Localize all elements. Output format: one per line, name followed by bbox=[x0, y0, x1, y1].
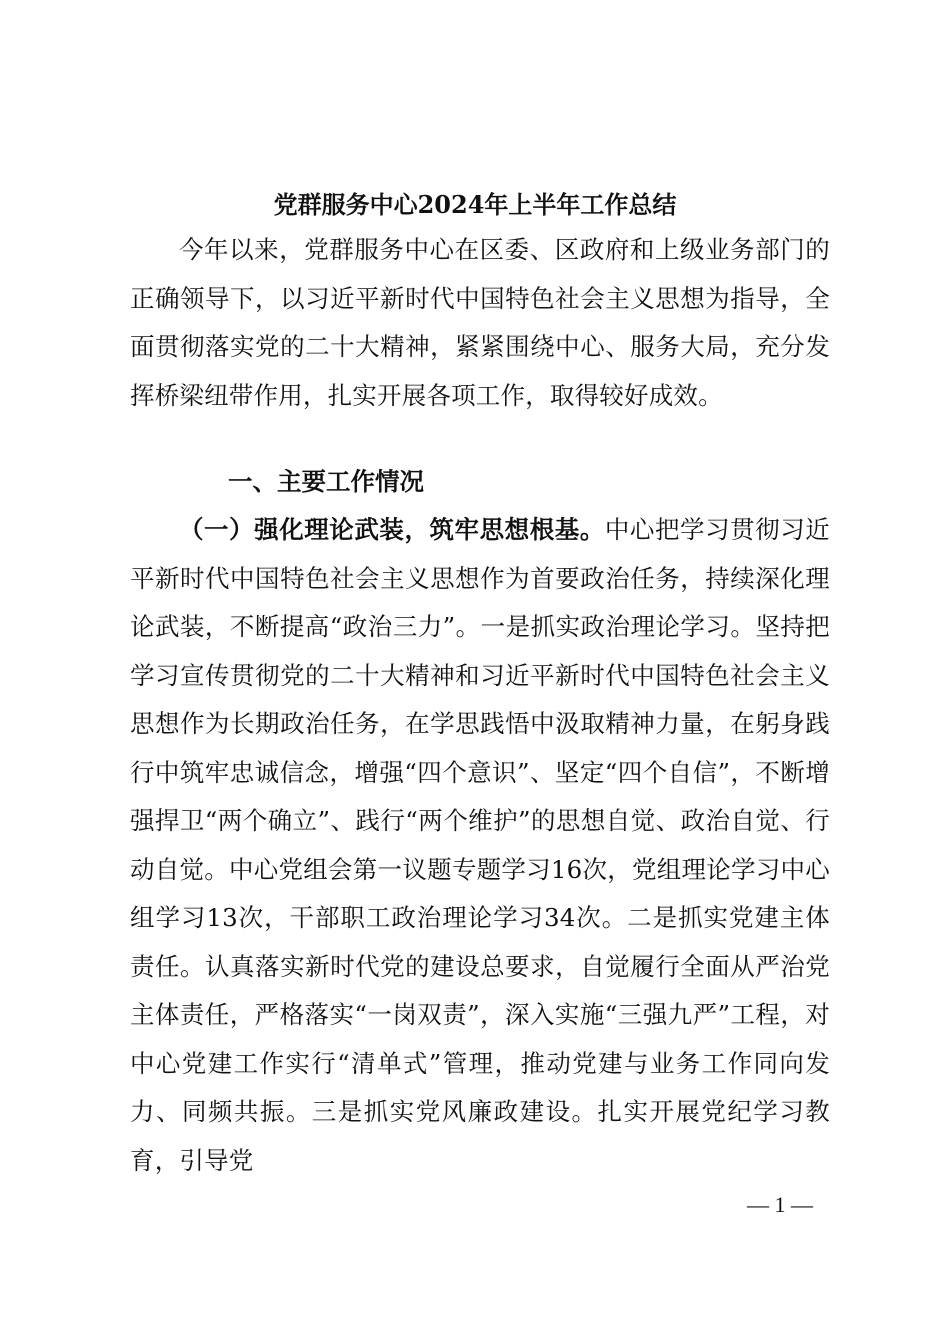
page-number: — 1 — bbox=[747, 1192, 813, 1217]
intro-paragraph: 今年以来，党群服务中心在区委、区政府和上级业务部门的正确领导下，以习近平新时代中国特色社会主义思想为指导，全面贯彻落实党的二十大精神，紧紧围绕中心、服务大局，充分发挥桥梁纽带作用，扎实开展各项工作，取得较好成效。 bbox=[130, 235, 830, 410]
subsection-paragraph bbox=[130, 506, 830, 1185]
subsection-lead: （一）强化理论武装，筑牢思想根基。 bbox=[179, 515, 605, 544]
subsection-body: 中心把学习贯彻习近平新时代中国特色社会主义思想作为首要政治任务，持续深化理论武装，不断提高“政治三力”。一是抓实政治理论学习。坚持把学习宣传贯彻党的二十大精神和习近平新时代中国特色社会主义思想作为长期政治任务，在学思践悟中汲取精神力量，在躬身践行中筑牢忠诚信念，增强“四个意识”、坚定“四个自信”，不断增强捍卫“两个确立”、践行“两个维护”的思想自觉、政治自觉、行动自觉。中心党组会第一议题专题学习16次，党组理论学习中心组学习13次，干部职工政治理论学习34次。二是抓实党建主体责任。认真落实新时代党的建设总要求，自觉履行全面从严治党主体责任，严格落实“一岗双责”，深入实施“三强九严”工程，对中心党建工作实行“清单式”管理，推动党建与业务工作同向发力、同频共振。三是抓实党风廉政建设。扎实开展党纪学习教育，引导党 bbox=[130, 515, 830, 1175]
section-heading: 一、主要工作情况 bbox=[228, 467, 424, 496]
document-title: 党群服务中心2024年上半年工作总结 bbox=[273, 190, 677, 219]
